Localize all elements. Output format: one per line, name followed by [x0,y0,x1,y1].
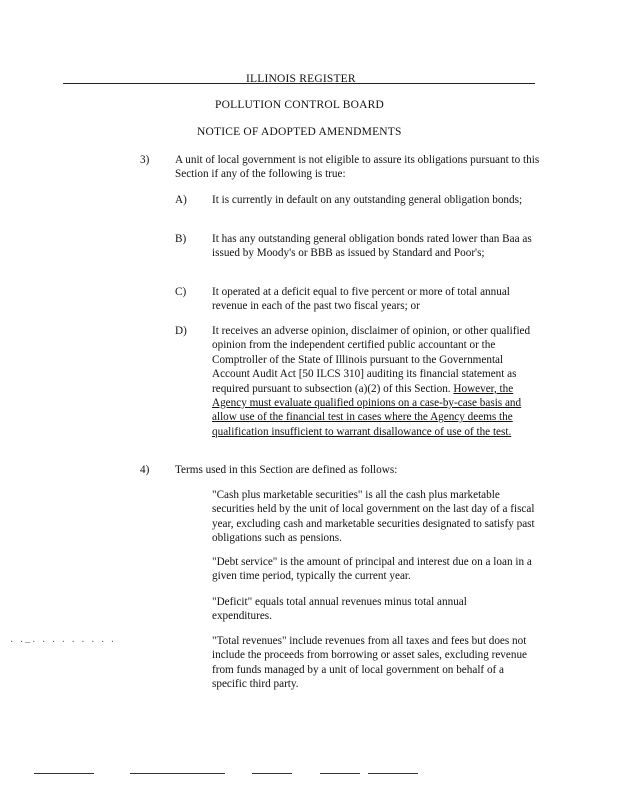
register-title: ILLINOIS REGISTER [246,73,356,85]
item-b-text: It has any outstanding general obligation bonds rated lower than Baa as issued by Moody's or BBB as issued by Standard and Poor's; [212,233,532,260]
item-d-text-plain: It receives an adverse opinion, disclaimer of opinion, or other qualified opinion from the independent certified public accountant or the Comptroller of the State of Illinois pursuant to the Governmental Account Audit Act [50 ILCS 310] auditing its financial statement as required pursuant to subsection (a)(2) of this Section. [212,325,531,395]
scan-artifact-dots: · ·–· · · · · · · · · [10,637,117,648]
definition-debt-service: "Debt service" is the amount of principal and interest due on a loan in a given time period, typically the current year. [212,556,532,583]
definition-total-revenues: "Total revenues" include revenues from all taxes and fees but does not include the proceeds from borrowing or asset sales, excluding revenue from funds managed by a unit of local government on behalf of a specific third party. [212,635,528,691]
bottom-rule-1 [34,773,94,774]
section-4-number: 4) [140,464,150,476]
section-4-intro: Terms used in this Section are defined as follows: [175,464,398,476]
item-a-label: A) [175,194,187,206]
bottom-rule-5 [368,773,418,774]
item-d-text [212,324,537,439]
item-d-text-amendment: However, the Agency must evaluate qualified opinions on a case-by-case basis and allow use of the financial test in cases where the Agency deems the qualification insufficient to warrant disallowance of use of the test. [212,382,522,438]
item-c-text: It operated at a deficit equal to five percent or more of total annual revenue in each of the past two fiscal years; or [212,286,510,313]
item-c-label: C) [175,286,187,298]
item-b-label: B) [175,233,187,245]
definition-deficit: "Deficit" equals total annual revenues minus total annual expenditures. [212,596,467,623]
notice-title: NOTICE OF ADOPTED AMENDMENTS [197,126,402,138]
bottom-rule-2 [130,773,225,774]
item-d-label: D) [175,325,187,337]
definition-cash: "Cash plus marketable securities" is all the cash plus marketable securities held by the unit of local government on the last day of a fiscal year, excluding cash and marketable securities designated to satisfy past obligations such as pensions. [212,489,535,545]
board-title: POLLUTION CONTROL BOARD [215,99,385,111]
section-3-number: 3) [140,154,150,166]
bottom-rule-4 [320,773,360,774]
bottom-rule-3 [252,773,292,774]
item-a-text: It is currently in default on any outstanding general obligation bonds; [212,194,523,206]
section-3-intro: A unit of local government is not eligible to assure its obligations pursuant to this Section if any of the following is true: [175,154,540,181]
